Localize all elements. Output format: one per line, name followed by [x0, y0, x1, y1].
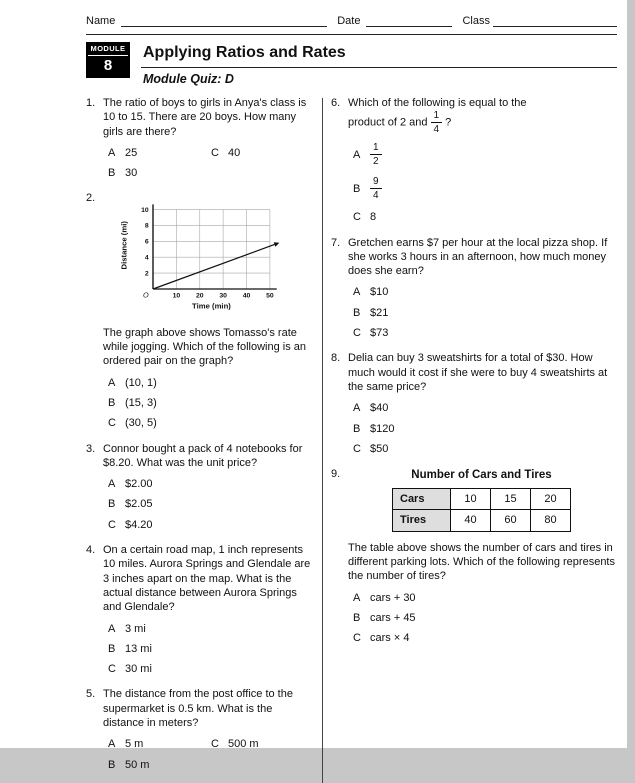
question-7: [331, 236, 615, 347]
class-blank-line: [493, 14, 617, 27]
fraction: $\frac{1}{2}$: [370, 142, 382, 167]
question-text: Delia can buy 3 sweatshirts for a total of $30. How much would it cost if she were to buy 4 sweatshirts at the same price?: [348, 352, 608, 393]
answer-option: A $40: [353, 402, 389, 415]
answer-option: A 3 mi: [108, 622, 146, 635]
question-columns: [86, 96, 617, 783]
module-badge: [86, 42, 130, 78]
question-8: [331, 351, 615, 462]
table-row: Cars 10 15 20: [393, 489, 571, 510]
question-text: The ratio of boys to girls in Anya's class is 10 to 15. There are 20 boys. How many girls are there?: [103, 97, 307, 138]
answer-option: C 500 m: [211, 738, 259, 751]
svg-text:4: 4: [144, 255, 149, 263]
header: [86, 14, 617, 27]
header-rule: [86, 34, 617, 35]
svg-text:O: O: [143, 291, 149, 301]
svg-text:Time (min): Time (min): [192, 302, 231, 312]
fraction: $\frac{1}{4}$: [431, 110, 443, 135]
question-text: The graph above shows Tomasso's rate while jogging. Which of the following is an ordered pair on the graph?: [103, 326, 307, 368]
answer-option: B $2.05: [108, 498, 153, 511]
question-number: 9.: [331, 468, 341, 481]
question-5: [86, 687, 314, 777]
name-label: Name: [86, 15, 116, 27]
page-title: Applying Ratios and Rates: [141, 42, 617, 68]
answer-option: B 13 mi: [108, 642, 152, 655]
class-label: Class: [462, 15, 490, 27]
answer-option: B 30: [108, 167, 138, 180]
question-4: [86, 543, 314, 682]
module-badge-number: 8: [103, 57, 113, 74]
answer-option: C $4.20: [108, 518, 153, 531]
fraction: $\frac{9}{4}$: [370, 176, 382, 201]
answer-option: A 25: [108, 146, 138, 159]
date-label: Date: [337, 15, 361, 27]
question-number: 3.: [86, 442, 96, 455]
question-1: [86, 96, 314, 186]
answer-option: C $50: [353, 442, 389, 455]
question-text: The table above shows the number of cars and tires in different parking lots. Which of the following represents the number of tires?: [348, 541, 615, 583]
module-badge-label: MODULE: [88, 44, 128, 56]
question-number: 7.: [331, 236, 341, 249]
question-number: 6.: [331, 97, 341, 109]
svg-text:6: 6: [144, 239, 149, 247]
question-6: [331, 96, 615, 231]
svg-text:10: 10: [172, 293, 181, 301]
name-blank-line: [121, 14, 327, 27]
answer-option: C $73: [353, 327, 389, 340]
column-divider: [322, 98, 323, 783]
svg-text:2: 2: [144, 270, 149, 278]
line-graph: [117, 193, 297, 313]
question-number: 2.: [86, 192, 96, 205]
question-9: [331, 467, 615, 651]
right-column: [331, 96, 617, 783]
cars-tires-table: [392, 488, 571, 532]
question-text: The distance from the post office to the supermarket is 0.5 km. What is the distance in meters?: [103, 688, 293, 730]
quiz-subtitle: Module Quiz: D: [143, 72, 234, 86]
question-number: 4.: [86, 544, 96, 557]
answer-option: A $2.00: [108, 478, 153, 491]
question-text: Gretchen earns $7 per hour at the local pizza shop. If she works 3 hours in an afternoon, how much money does she earn?: [348, 236, 608, 278]
question-number: 5.: [86, 688, 96, 701]
svg-text:30: 30: [219, 293, 227, 301]
answer-option: B cars + 45: [353, 611, 416, 624]
question-text: On a certain road map, 1 inch represents 10 miles. Aurora Springs and Glendale are 3 inches apart on the map. What is the actual distance between Aurora Springs and Glendale?: [103, 544, 311, 614]
svg-text:10: 10: [141, 207, 149, 215]
svg-text:Distance (mi): Distance (mi): [119, 221, 129, 270]
answer-option: C 30 mi: [108, 663, 152, 676]
answer-option: B $120: [353, 422, 395, 435]
answer-option: C 40: [211, 146, 241, 159]
title-block: [86, 42, 617, 86]
question-number: 1.: [86, 97, 96, 109]
svg-text:50: 50: [266, 293, 274, 301]
answer-option: B (15, 3): [108, 396, 157, 409]
question-text: Connor bought a pack of 4 notebooks for $8.20. What was the unit price?: [103, 442, 303, 469]
answer-option: B $21: [353, 306, 389, 319]
distance-time-graph: [117, 193, 314, 317]
answer-option: C 8: [353, 211, 377, 224]
left-column: [86, 96, 314, 783]
answer-option: C cars × 4: [353, 632, 410, 645]
question-number: 8.: [331, 352, 341, 365]
answer-option: A $10: [353, 286, 389, 299]
question-text: Which of the following is equal to the product of 2 and $\frac{1}{4}$ ?: [348, 97, 527, 136]
answer-option: B 50 m: [108, 758, 150, 771]
answer-option: C (30, 5): [108, 417, 157, 430]
svg-text:8: 8: [144, 223, 149, 231]
answer-option: A cars + 30: [353, 591, 416, 604]
answer-option: B $\frac{9}{4}$: [353, 176, 615, 201]
question-3: [86, 442, 314, 538]
answer-option: A 5 m: [108, 738, 144, 751]
svg-text:20: 20: [195, 293, 204, 301]
date-blank-line: [366, 14, 452, 27]
answer-option: A (10, 1): [108, 376, 157, 389]
table-title: Number of Cars and Tires: [411, 469, 552, 482]
answer-option: A $\frac{1}{2}$: [353, 142, 615, 167]
table-row: Tires 40 60 80: [393, 510, 571, 531]
svg-text:40: 40: [242, 293, 251, 301]
question-2: [86, 191, 314, 436]
